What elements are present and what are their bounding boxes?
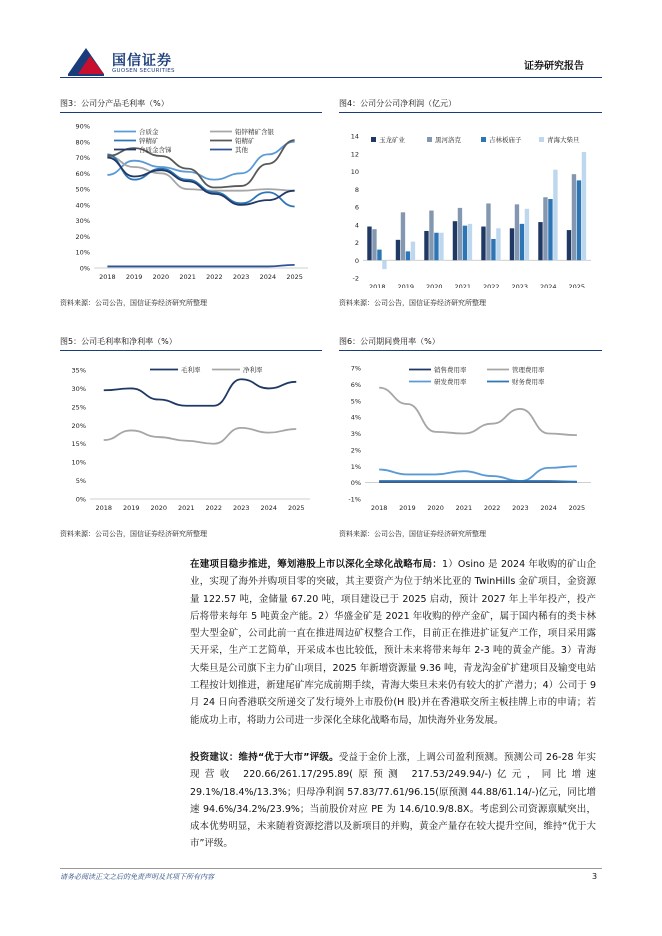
x-tick-label: 2024 <box>260 504 278 512</box>
bar-黑河洛克 <box>429 211 433 261</box>
report-type: 证券研究报告 <box>524 61 584 72</box>
legend-label: 管理费用率 <box>512 366 545 374</box>
footer-divider <box>60 868 602 869</box>
series-line-毛利率 <box>104 379 297 406</box>
legend-swatch <box>539 137 544 142</box>
x-tick-label: 2022 <box>483 504 501 512</box>
y-tick-label: 14 <box>350 132 359 141</box>
legend-swatch <box>427 137 432 142</box>
header-divider <box>60 77 602 78</box>
x-tick-label: 2024 <box>540 504 557 512</box>
figure-3-divider <box>60 112 322 113</box>
bar-玉龙矿业 <box>567 230 571 260</box>
bar-黑河洛克 <box>372 229 376 260</box>
bar-吉林板庙子 <box>406 251 410 260</box>
figure-5-source: 资料来源：公司公告，国信证券经济研究所整理 <box>60 530 207 538</box>
figure-4-chart <box>339 116 602 288</box>
x-tick-label: 2019 <box>399 504 416 512</box>
y-tick-label: 5% <box>350 397 361 406</box>
y-tick-label: -2 <box>352 274 359 283</box>
x-tick-label: 2019 <box>397 283 415 288</box>
series-line-管理费用率 <box>379 388 577 435</box>
series-line-净利率 <box>104 428 297 444</box>
paragraph-investment-heading: 投资建议：维持“优于大市”评级。 <box>190 752 339 763</box>
y-tick-label: 3% <box>350 430 361 438</box>
y-tick-label: 80% <box>75 138 90 147</box>
legend-label: 财务费用率 <box>512 378 545 386</box>
bar-青海大柴旦 <box>496 228 500 260</box>
figure-6-chart <box>339 354 602 520</box>
figure-5-title: 图5：公司毛利率和净利率（%） <box>60 337 177 346</box>
bar-吉林板庙子 <box>520 224 524 260</box>
bar-黑河洛克 <box>515 204 519 260</box>
page-number: 3 <box>592 872 598 881</box>
x-tick-label: 2022 <box>482 283 500 288</box>
y-tick-label: 2 <box>354 239 359 247</box>
bar-青海大柴旦 <box>439 233 443 261</box>
legend-swatch <box>481 137 486 142</box>
bar-玉龙矿业 <box>367 227 371 261</box>
y-tick-label: 4% <box>350 413 361 422</box>
brand-name-en: GUOSEN SECURITIES <box>112 68 175 74</box>
y-tick-label: 0% <box>350 479 361 488</box>
bar-玉龙矿业 <box>453 221 457 260</box>
y-tick-label: 40% <box>75 201 90 210</box>
legend-label: 锌精矿 <box>139 137 159 145</box>
figure-6-title: 图6：公司期间费用率（%） <box>339 337 440 346</box>
x-tick-label: 2021 <box>454 283 472 288</box>
y-tick-label: 20% <box>71 421 86 430</box>
y-tick-label: 8 <box>354 185 359 194</box>
y-tick-label: 25% <box>71 403 86 412</box>
y-tick-label: 10 <box>350 168 359 176</box>
bar-黑河洛克 <box>401 212 405 260</box>
x-tick-label: 2018 <box>368 283 386 288</box>
bar-青海大柴旦 <box>411 242 415 261</box>
y-tick-label: 30% <box>71 384 86 393</box>
y-tick-label: 1% <box>350 462 361 471</box>
x-tick-label: 2024 <box>539 283 557 288</box>
y-tick-label: 6% <box>350 380 361 389</box>
y-tick-label: 90% <box>75 122 90 131</box>
y-tick-label: 20% <box>75 232 90 241</box>
bar-吉林板庙子 <box>434 233 438 261</box>
x-tick-label: 2021 <box>179 273 196 281</box>
figure-6-source: 资料来源：公司公告，国信证券经济研究所整理 <box>339 530 486 538</box>
x-tick-label: 2020 <box>150 504 168 512</box>
x-tick-label: 2025 <box>568 504 586 512</box>
bar-玉龙矿业 <box>424 231 428 260</box>
y-tick-label: 10% <box>75 248 90 257</box>
x-tick-label: 2023 <box>232 273 250 281</box>
legend-label: 铅精矿 <box>235 137 255 145</box>
figure-3-title: 图3：公司分产品毛利率（%） <box>60 99 169 108</box>
legend-label: 其他 <box>235 146 248 154</box>
x-tick-label: 2025 <box>286 273 303 281</box>
x-tick-label: 2022 <box>206 273 223 281</box>
x-tick-label: 2025 <box>287 504 305 512</box>
y-tick-label: 2% <box>350 446 361 455</box>
legend-label: 黑河洛克 <box>435 136 461 144</box>
bar-青海大柴旦 <box>468 224 472 260</box>
y-tick-label: 0 <box>354 256 359 265</box>
legend-label: 玉龙矿业 <box>379 136 405 144</box>
x-tick-label: 2023 <box>232 504 250 512</box>
bar-黑河洛克 <box>458 208 462 260</box>
x-tick-label: 2025 <box>568 283 586 288</box>
series-line-锌精矿 <box>107 154 294 206</box>
x-tick-label: 2018 <box>99 273 116 281</box>
x-tick-label: 2020 <box>152 273 170 281</box>
bar-黑河洛克 <box>486 203 490 260</box>
bar-玉龙矿业 <box>510 228 514 260</box>
figure-4-source: 资料来源：公司公告，国信证券经济研究所整理 <box>339 299 486 307</box>
bar-青海大柴旦 <box>553 170 557 261</box>
bar-玉龙矿业 <box>396 240 400 260</box>
y-tick-label: 5% <box>75 477 86 486</box>
legend-label: 净利率 <box>243 366 263 374</box>
y-tick-label: 60% <box>75 169 90 178</box>
legend-label: 吉林板庙子 <box>489 136 522 144</box>
paragraph-investment <box>190 749 596 853</box>
figure-4-title: 图4：公司分公司净利润（亿元） <box>339 99 457 108</box>
bar-玉龙矿业 <box>538 222 542 260</box>
x-tick-label: 2019 <box>125 273 143 281</box>
series-line-财务费用率 <box>379 481 577 482</box>
y-tick-label: 6 <box>354 203 359 212</box>
figure-3-chart <box>60 116 322 288</box>
bar-青海大柴旦 <box>582 152 586 260</box>
x-tick-label: 2019 <box>122 504 140 512</box>
x-tick-label: 2024 <box>259 273 277 281</box>
x-tick-label: 2020 <box>425 283 443 288</box>
legend-label: 研发费用率 <box>434 378 467 386</box>
legend-label: 铅锌精矿含银 <box>235 128 274 136</box>
x-tick-label: 2018 <box>95 504 113 512</box>
x-tick-label: 2023 <box>511 283 529 288</box>
legend-label: 销售费用率 <box>434 366 467 374</box>
y-tick-label: 0% <box>75 495 86 504</box>
legend-label: 青海大柴旦 <box>547 136 580 144</box>
series-line-其他 <box>107 265 294 267</box>
brand-name: 国信证券 <box>112 53 172 69</box>
paragraph-investment-text: 受益于金价上涨，上调公司盈利预测。预测公司 26-28 年实现营收 220.66/261.17/295.89(原预测 217.53/249.94/-)亿元，同比增速 29.1%/18.4%/13.3%；归母净利润 57.83/77.61/96.15(原预测 44.88/61.14/-)亿元，同比增速 94.6%/34.2%/23.9%；当前股价对应 PE 为 14.6/10.9/8.8X。考虑到公司资源禀赋突出，成本优势明显，未来随着资源挖潜以及新项目的并购，黄金产量存在较大提升空间，维持“优于大市”评级。 <box>190 752 596 850</box>
paragraph-projects <box>190 556 596 729</box>
figure-4-divider <box>339 112 602 113</box>
y-tick-label: 50% <box>75 185 90 194</box>
bar-青海大柴旦 <box>382 260 386 269</box>
paragraph-projects-text: 1）Osino 是 2024 年收购的矿山企业，实现了海外并购项目零的突破，其主要资产为位于纳米比亚的 TwinHills 金矿项目，金资源量 122.57 吨，金储量 67.20 吨，项目建设已于 2025 启动，预计 2027 年上半年投产，投产后将带来每年 5 吨黄金产能。2）华盛金矿是 2021 年收购的停产金矿，属于国内稀有的类卡林型大型金矿，公司此前一直在推进周边矿权整合工作，目前正在推进扩证复产工作，项目采用露天开采，生产工艺简单，开采成本也比较低，预计未来将带来每年 2-3 吨的黄金产能。3）青海大柴旦是公司旗下主力矿山项目，2025 年新增资源量 9.36 吨，青龙沟金矿扩建项目及输变电站工程按计划推进，新建尾矿库完成前期手续，青海大柴旦未来仍有较大的扩产潜力；4）公司于 9 月 24 日向香港联交所递交了发行境外上市股份(H 股)并在香港联交所主板挂牌上市的申请；若能成功上市，将助力公司进一步深化全球化战略布局，加快海外业务发展。 <box>190 559 596 726</box>
legend-label: 毛利率 <box>181 366 201 374</box>
bar-吉林板庙子 <box>377 250 381 261</box>
y-tick-label: 10% <box>71 458 86 467</box>
y-tick-label: 35% <box>71 366 86 375</box>
bar-黑河洛克 <box>543 197 547 260</box>
bar-吉林板庙子 <box>491 239 495 260</box>
y-tick-label: 70% <box>75 154 90 163</box>
x-tick-label: 2020 <box>427 504 444 512</box>
y-tick-label: 0% <box>79 264 90 273</box>
x-tick-label: 2021 <box>455 504 473 512</box>
x-tick-label: 2023 <box>512 504 529 512</box>
x-tick-label: 2021 <box>177 504 195 512</box>
y-tick-label: 30% <box>75 217 90 226</box>
y-tick-label: 7% <box>350 364 361 373</box>
bar-吉林板庙子 <box>463 226 467 261</box>
bar-黑河洛克 <box>572 174 576 260</box>
bar-青海大柴旦 <box>525 209 529 260</box>
y-tick-label: 12 <box>350 150 359 159</box>
logo-mark-icon <box>66 44 106 78</box>
legend-swatch <box>371 137 376 142</box>
legend-label: 合质金 <box>139 128 159 136</box>
y-tick-label: 15% <box>71 440 86 449</box>
y-tick-label: 4 <box>354 221 359 230</box>
figure-5-divider <box>60 350 322 351</box>
figure-5-chart <box>60 354 322 520</box>
figure-3-source: 资料来源：公司公告，国信证券经济研究所整理 <box>60 299 207 307</box>
y-tick-label: -1% <box>348 495 361 504</box>
x-tick-label: 2022 <box>205 504 223 512</box>
bar-吉林板庙子 <box>577 180 581 260</box>
brand-logo <box>66 44 106 78</box>
paragraph-projects-heading: 在建项目稳步推进，筹划港股上市以深化全球化战略布局： <box>190 559 442 570</box>
x-tick-label: 2018 <box>370 504 388 512</box>
series-line-研发费用率 <box>379 466 577 481</box>
legend-label: 合质金含锑 <box>139 146 172 154</box>
figure-6-divider <box>339 350 602 351</box>
footer-disclaimer: 请务必阅读正文之后的免责声明及其项下所有内容 <box>60 873 214 881</box>
bar-吉林板庙子 <box>548 199 552 260</box>
bar-玉龙矿业 <box>481 227 485 261</box>
